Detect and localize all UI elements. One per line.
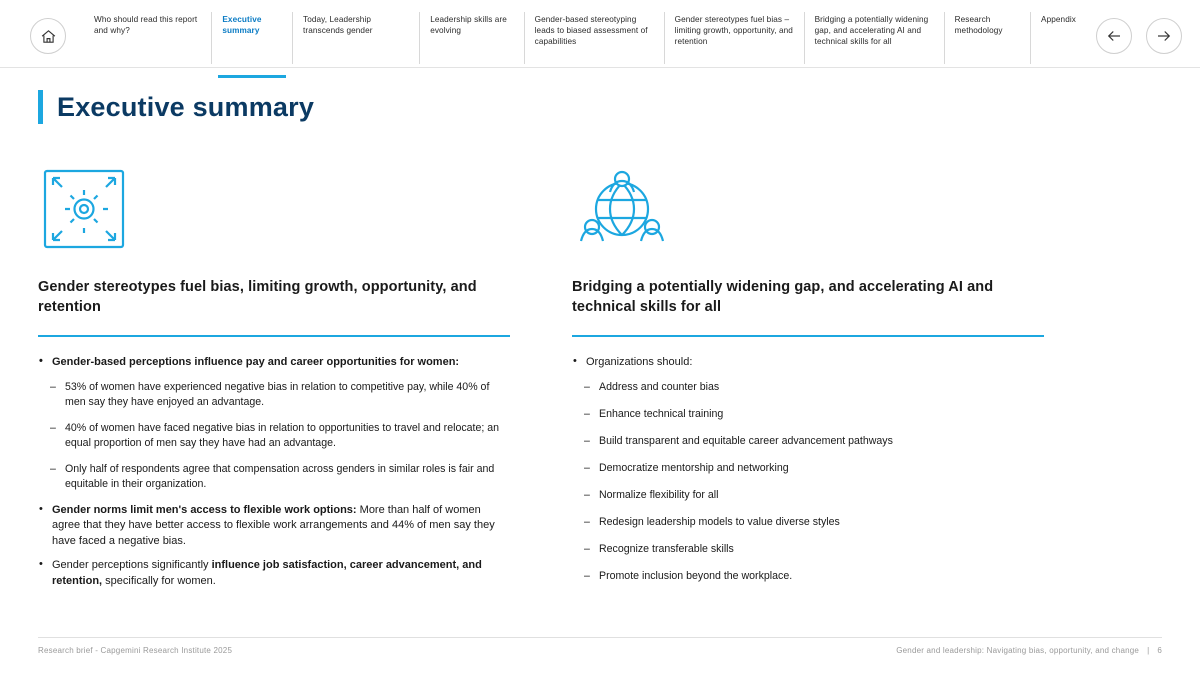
previous-page-button[interactable] (1096, 18, 1132, 54)
nav-item-bridging-widening-gap[interactable] (804, 12, 944, 64)
footer-page-number: 6 (1157, 646, 1162, 655)
column-bridging-widening-gap (572, 165, 1044, 598)
column-heading: Gender stereotypes fuel bias, limiting growth, opportunity, and retention (38, 279, 477, 315)
sub-bullet-item: – Promote inclusion beyond the workplace. (584, 569, 1044, 584)
footer-separator: | (1147, 646, 1150, 655)
nav-item-label: Gender stereotypes fuel bias – limiting growth, opportunity, and retention (674, 15, 793, 46)
nav-item-label: Today, Leadership transcends gender (303, 15, 373, 35)
sub-bullet-item: – Enhance technical training (584, 407, 1044, 422)
nav-item-label: Who should read this report and why? (94, 15, 198, 35)
sub-bullet-item: – Normalize flexibility for all (584, 488, 1044, 503)
column-stereotypes-fuel-bias (38, 165, 510, 598)
nav-item-label: Executive summary (222, 15, 262, 35)
nav-item-gender-based-stereotyping[interactable] (524, 12, 664, 64)
column-divider (38, 335, 510, 337)
nav-item-research-methodology[interactable] (944, 12, 1030, 64)
sub-bullet-item: – 53% of women have experienced negative bias in relation to competitive pay, while 40% of men say they have enjoyed an advantage. (50, 380, 510, 410)
arrow-right-icon (1155, 27, 1173, 45)
nav-item-label: Research methodology (954, 15, 1003, 35)
bullet-text-bold: influence job satisfaction, career advancement, and retention, (52, 559, 482, 587)
nav-item-appendix[interactable] (1030, 12, 1086, 64)
title-accent-bar (38, 90, 43, 124)
nav-item-label: Bridging a potentially widening gap, and accelerating AI and technical skills for all (814, 15, 929, 46)
column-icon-wrapper (38, 165, 510, 257)
bullet-item: • Gender-based perceptions influence pay and career opportunities for women: (38, 355, 510, 371)
globe-people-icon (572, 165, 672, 253)
bullet-item (38, 558, 510, 589)
gear-expand-arrows-icon (38, 165, 130, 253)
column-divider (572, 335, 1044, 337)
bullet-text: More than half of women agree that they have better access to flexible work arrangements and 44% of men say they have faced a negative bias. (52, 503, 495, 547)
footer-left-text: Research brief - Capgemini Research Institute 2025 (38, 646, 233, 655)
sub-bullet-item: – Redesign leadership models to value diverse styles (584, 515, 1044, 530)
nav-item-label: Appendix (1041, 15, 1076, 24)
bullet-text-bold: Gender norms limit men's access to flexible work options: (52, 503, 357, 516)
page-title-row (38, 90, 314, 124)
bullet-item (38, 503, 510, 550)
sub-bullet-item: – Recognize transferable skills (584, 542, 1044, 557)
sub-bullet-item: – Only half of respondents agree that compensation across genders in similar roles is fair and equitable in their organization. (50, 462, 510, 492)
next-page-button[interactable] (1146, 18, 1182, 54)
sub-bullet-item: – Address and counter bias (584, 380, 1044, 395)
sub-bullet-item: – 40% of women have faced negative bias in relation to opportunities to travel and relocate; an equal proportion of men say they have had an advantage. (50, 421, 510, 451)
bullet-item: • Organizations should: (572, 355, 1044, 371)
page-footer (38, 637, 1162, 655)
nav-item-label: Leadership skills are evolving (430, 15, 507, 35)
sub-bullet-list (572, 380, 1044, 584)
sub-bullet-list (38, 380, 510, 492)
column-heading: Bridging a potentially widening gap, and accelerating AI and technical skills for all (572, 279, 994, 315)
nav-item-executive-summary[interactable] (211, 12, 292, 64)
bullet-text: specifically for women. (102, 574, 216, 587)
nav-item-who-should-read[interactable] (84, 12, 211, 64)
nav-item-leadership-transcends-gender[interactable] (292, 12, 419, 64)
footer-report-title: Gender and leadership: Navigating bias, opportunity, and change (896, 646, 1140, 655)
bullet-text: Gender perceptions significantly (52, 559, 212, 571)
top-navigation (0, 0, 1200, 68)
nav-arrow-group (1096, 18, 1182, 54)
arrow-left-icon (1105, 27, 1123, 45)
nav-item-stereotypes-fuel-bias[interactable] (664, 12, 804, 64)
bullet-list (38, 355, 510, 589)
home-button[interactable] (30, 18, 66, 54)
page-title: Executive summary (57, 91, 315, 122)
sub-bullet-item: – Democratize mentorship and networking (584, 461, 1044, 476)
column-icon-wrapper (572, 165, 1044, 257)
home-icon (40, 28, 57, 45)
sub-bullet-item: – Build transparent and equitable career advancement pathways (584, 434, 1044, 449)
content-columns (38, 165, 1162, 598)
footer-right (896, 646, 1162, 655)
nav-item-label: Gender-based stereotyping leads to biased assessment of capabilities (534, 15, 648, 46)
nav-item-list (84, 12, 1086, 64)
nav-item-leadership-skills-evolving[interactable] (419, 12, 523, 64)
bullet-list (572, 355, 1044, 584)
